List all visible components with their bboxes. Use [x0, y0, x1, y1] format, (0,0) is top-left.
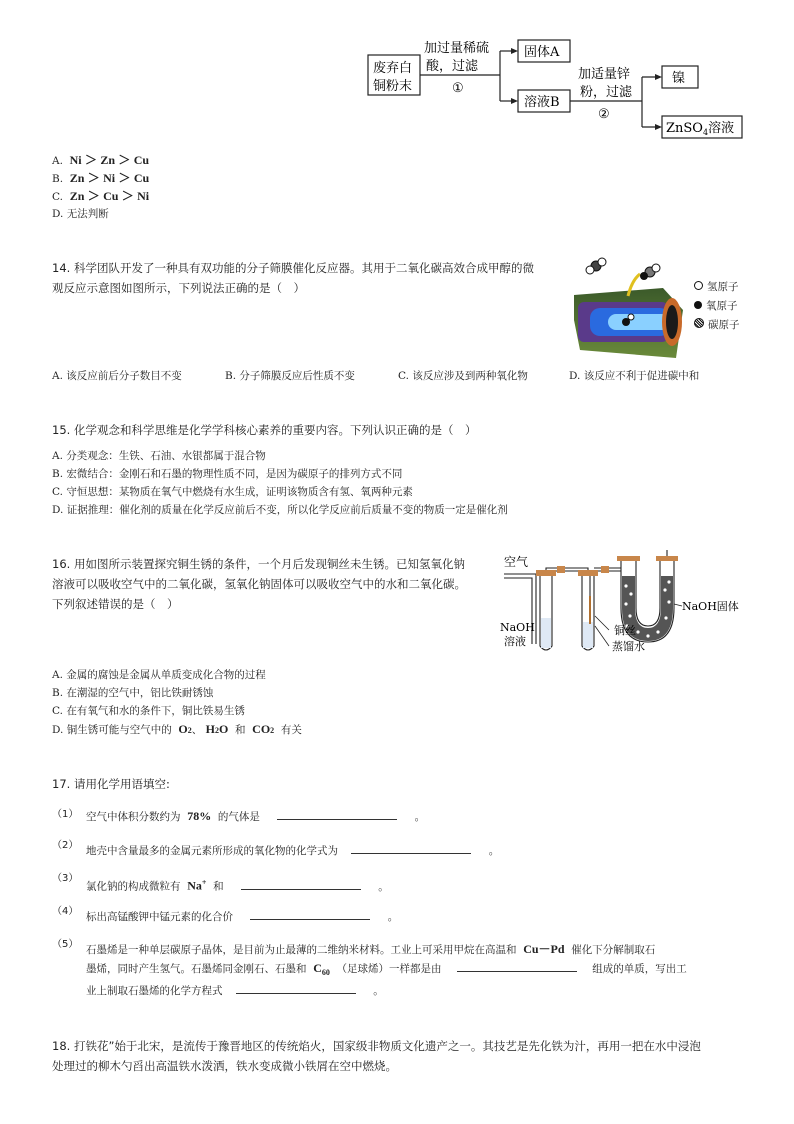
naoh-solution-label-2: 溶液: [504, 635, 526, 648]
hydrogen-atom-icon: [694, 281, 703, 290]
q16-option-a[interactable]: A. 金属的腐蚀是金属从单质变成化合物的过程: [52, 669, 266, 681]
step1-number: ①: [452, 81, 464, 96]
q17-item4-answer-blank[interactable]: [250, 908, 370, 920]
q17-item4-number: （4）: [52, 906, 79, 917]
q17-item5-element-blank[interactable]: [457, 960, 577, 972]
q13-option-c[interactable]: C. Zn ＞ Cu ＞ Ni: [52, 189, 150, 203]
legend-hydrogen: 氢原子: [694, 278, 740, 297]
q17-item5: 石墨烯是一种单层碳原子晶体，是目前为止最薄的二维纳米材料。工业上可采用甲烷在高温和 Cu－Pd 催化下分解制取石 墨烯，同时产生氢气。石墨烯同金刚石、石墨和 $C_{60}$ （足球烯）一样都是由 组成的单质，写出工 业上制取石墨烯的化学方程式 。: [86, 942, 687, 998]
q17-item5-equation-blank[interactable]: [236, 982, 356, 994]
start-label-1: 废弃白: [373, 61, 413, 76]
step1-label-1: 加过量稀硫: [424, 41, 490, 56]
q16-option-d[interactable]: D. 铜生锈可能与空气中的 O2、 H2O 和 CO2 有关: [52, 722, 302, 736]
q16-apparatus-figure: [496, 546, 756, 658]
step1-label-2: 酸，过滤: [426, 59, 479, 74]
q17-stem: 17. 请用化学用语填空:: [52, 777, 170, 791]
legend-carbon: 碳原子: [694, 316, 740, 335]
q14-reactor-figure: [568, 250, 688, 362]
q13-option-b[interactable]: B. Zn ＞ Ni ＞ Cu: [52, 171, 150, 185]
q17-item3-number: （3）: [52, 873, 79, 884]
q13-option-a[interactable]: A. Ni ＞ Zn ＞ Cu: [52, 153, 150, 167]
q17-item3-answer-blank[interactable]: [241, 878, 361, 890]
solid-a-label: 固体A: [524, 45, 560, 60]
step2-label-2: 粉，过滤: [580, 85, 633, 100]
q17-item2-answer-blank[interactable]: [351, 842, 471, 854]
nickel-label: 镍: [672, 71, 686, 86]
naoh-solution-label-1: NaOH: [500, 621, 535, 634]
q14-stem: 14. 科学团队开发了一种具有双功能的分子筛膜催化反应器。其用于二氧化碳高效合成甲醇的微 观反应示意图如图所示，下列说法正确的是（ ）: [52, 261, 534, 295]
naoh-solid-label: NaOH固体: [682, 600, 739, 613]
q17-item4: 标出高锰酸钾中锰元素的化合价 。: [86, 908, 398, 925]
q14-option-d[interactable]: D. 该反应不利于促进碳中和: [569, 370, 700, 382]
q17-item1-number: （1）: [52, 809, 79, 820]
q14-legend: [694, 278, 740, 335]
q17-item3: 氯化钠的构成微粒有 Na+ 和 。: [86, 878, 389, 893]
distilled-water-label: 蒸馏水: [612, 640, 645, 653]
air-label: 空气: [504, 555, 529, 569]
q15-option-a[interactable]: A. 分类观念：生铁、石油、水银都属于混合物: [52, 450, 266, 462]
q14-option-b[interactable]: B. 分子筛膜反应后性质不变: [225, 370, 355, 382]
q15-stem: 15. 化学观念和科学思维是化学学科核心素养的重要内容。下列认识正确的是（ ）: [52, 423, 477, 437]
q14-option-a[interactable]: A. 该反应前后分子数目不变: [52, 370, 182, 382]
znso4-label: ZnSO$_4$溶液: [666, 121, 735, 137]
flow-diagram: [360, 30, 760, 145]
q17-item1-answer-blank[interactable]: [277, 808, 397, 820]
q17-item5-number: （5）: [52, 939, 79, 950]
q16-option-c[interactable]: C. 在有氧气和水的条件下，铜比铁易生锈: [52, 705, 245, 717]
q17-item1: 空气中体积分数约为 78% 的气体是 。: [86, 809, 426, 823]
step2-label-1: 加适量锌: [578, 67, 631, 82]
solution-b-label: 溶液B: [524, 95, 560, 110]
start-label-2: 铜粉末: [373, 79, 413, 94]
molecule-icon-1: [586, 258, 606, 274]
carbon-atom-icon: [694, 318, 704, 328]
molecule-icon-2: [640, 264, 660, 280]
legend-oxygen: 氧原子: [694, 297, 740, 316]
q16-option-b[interactable]: B. 在潮湿的空气中，铝比铁耐锈蚀: [52, 687, 214, 699]
q15-option-d[interactable]: D. 证据推理：催化剂的质量在化学反应前后不变，所以化学反应前后质量不变的物质一定是催化剂: [52, 504, 508, 516]
q13-option-d[interactable]: D. 无法判断: [52, 208, 109, 220]
copper-wire-label: 铜丝: [614, 624, 636, 637]
step2-number: ②: [598, 107, 610, 122]
oxygen-atom-icon: [694, 301, 702, 309]
q18-stem: 18. 打铁花”始于北宋，是流传于豫晋地区的传统焰火，国家级非物质文化遗产之一。其技艺是先化铁为汁，再用一把在水中浸泡 处理过的柳木勺舀出高温铁水泼洒，铁水变成微小铁屑在空中燃烧。: [52, 1039, 701, 1073]
q14-option-c[interactable]: C. 该反应涉及到两种氧化物: [398, 370, 528, 382]
q15-option-c[interactable]: C. 守恒思想：某物质在氧气中燃烧有水生成，证明该物质含有氢、氧两种元素: [52, 486, 413, 498]
q16-stem: 16. 用如图所示装置探究铜生锈的条件，一个月后发现铜丝未生锈。已知氢氧化钠 溶液可以吸收空气中的二氧化碳，氢氧化钠固体可以吸收空气中的水和二氧化碳。 下列叙述错误的是（ ）: [52, 557, 466, 611]
q17-item2-number: （2）: [52, 840, 79, 851]
q17-item2: 地壳中含量最多的金属元素所形成的氧化物的化学式为 。: [86, 842, 499, 859]
q15-option-b[interactable]: B. 宏微结合：金刚石和石墨的物理性质不同，是因为碳原子的排列方式不同: [52, 468, 403, 480]
